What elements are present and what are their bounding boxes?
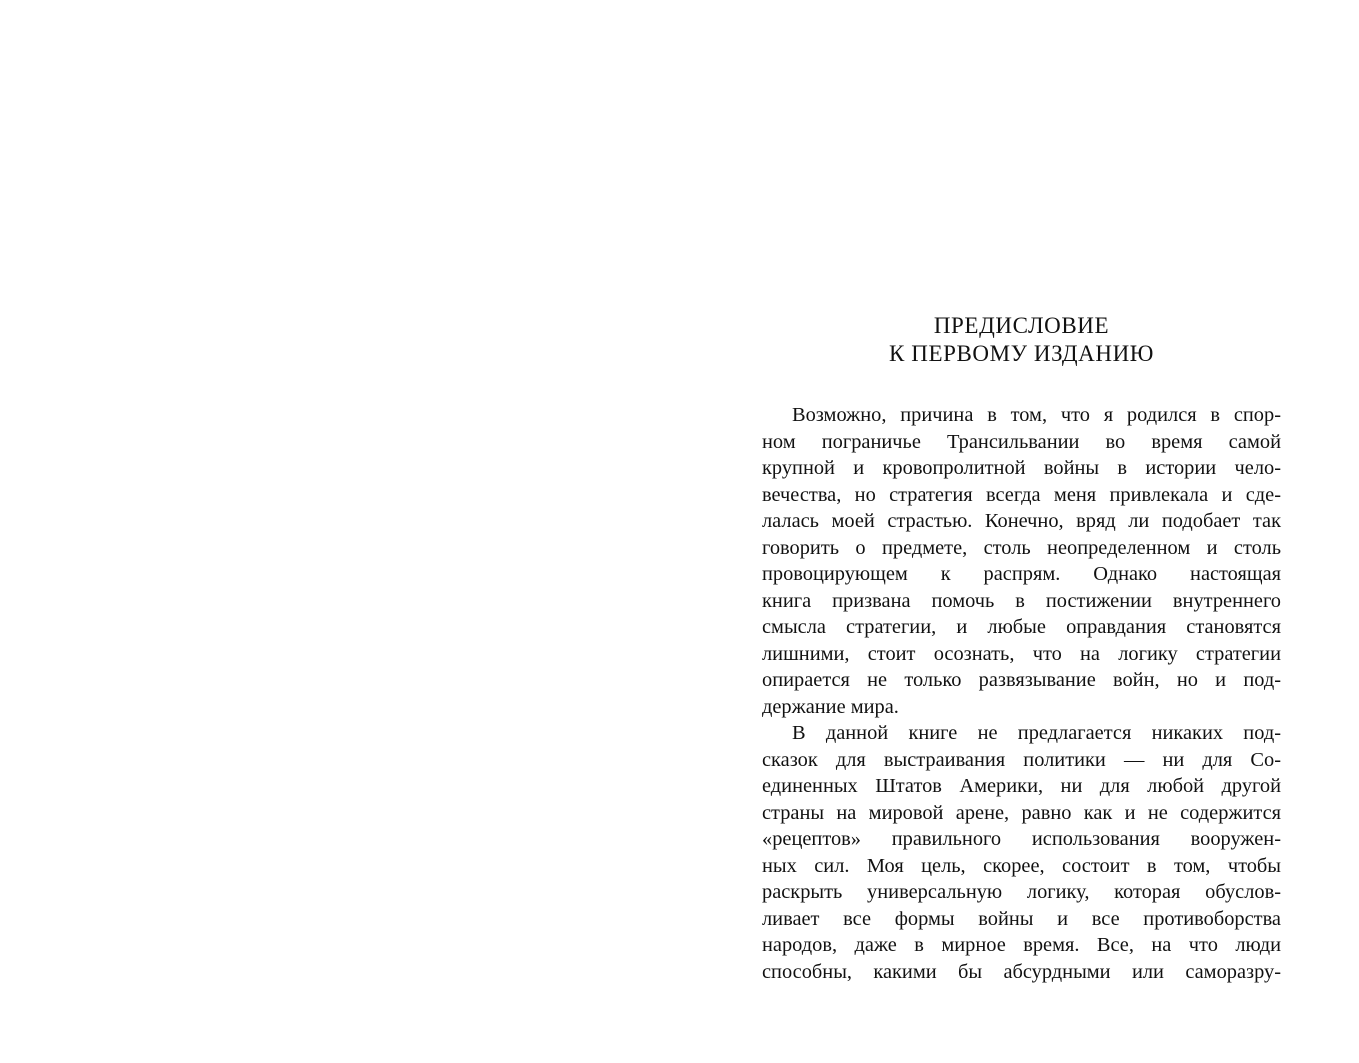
text-line: способны, какими бы абсурдными или саморазру- bbox=[762, 960, 1281, 983]
text-line: вечества, но стратегия всегда меня привлекала и сде- bbox=[762, 483, 1281, 506]
text-line: Возможно, причина в том, что я родился в спор- bbox=[792, 404, 1281, 426]
body-text bbox=[762, 402, 1281, 985]
text-line: сказок для выстраивания политики — ни для Со- bbox=[762, 748, 1281, 771]
text-line: страны на мировой арене, равно как и не содержится bbox=[762, 801, 1281, 824]
text-line: раскрыть универсальную логику, которая обуслов- bbox=[762, 881, 1281, 903]
page-title bbox=[762, 312, 1281, 368]
title-line-1: ПРЕДИСЛОВИЕ bbox=[933, 313, 1110, 338]
text-line: единенных Штатов Америки, ни для любой другой bbox=[762, 775, 1281, 797]
text-line: смысла стратегии, и любые оправдания становятся bbox=[762, 616, 1281, 638]
text-line: В данной книге не предлагается никаких под- bbox=[792, 722, 1281, 744]
text-line: держание мира. bbox=[762, 695, 899, 718]
text-line: крупной и кровопролитной войны в истории чело- bbox=[762, 457, 1281, 479]
text-line: лишними, стоит осознать, что на логику стратегии bbox=[762, 642, 1281, 665]
text-line: опирается не только развязывание войн, но и под- bbox=[762, 669, 1281, 691]
text-line: ных сил. Моя цель, скорее, состоит в том, чтобы bbox=[762, 854, 1281, 877]
text-line: ливает все формы войны и все противоборства bbox=[762, 907, 1281, 930]
text-line: книга призвана помочь в постижении внутреннего bbox=[762, 589, 1281, 612]
text-line: ном пограничье Трансильвании во время самой bbox=[762, 430, 1281, 453]
text-line: «рецептов» правильного использования вооружен- bbox=[762, 828, 1281, 850]
paragraph-2 bbox=[762, 720, 1281, 985]
title-line-2: К ПЕРВОМУ ИЗДАНИЮ bbox=[888, 341, 1155, 366]
right-page bbox=[762, 312, 1281, 985]
text-line: лалась моей страстью. Конечно, вряд ли подобает так bbox=[762, 510, 1281, 532]
paragraph-1 bbox=[762, 402, 1281, 720]
text-line: народов, даже в мирное время. Все, на что люди bbox=[762, 934, 1281, 956]
text-line: провоцирующем к распрям. Однако настоящая bbox=[762, 563, 1281, 585]
text-line: говорить о предмете, столь неопределенном и столь bbox=[762, 536, 1281, 559]
